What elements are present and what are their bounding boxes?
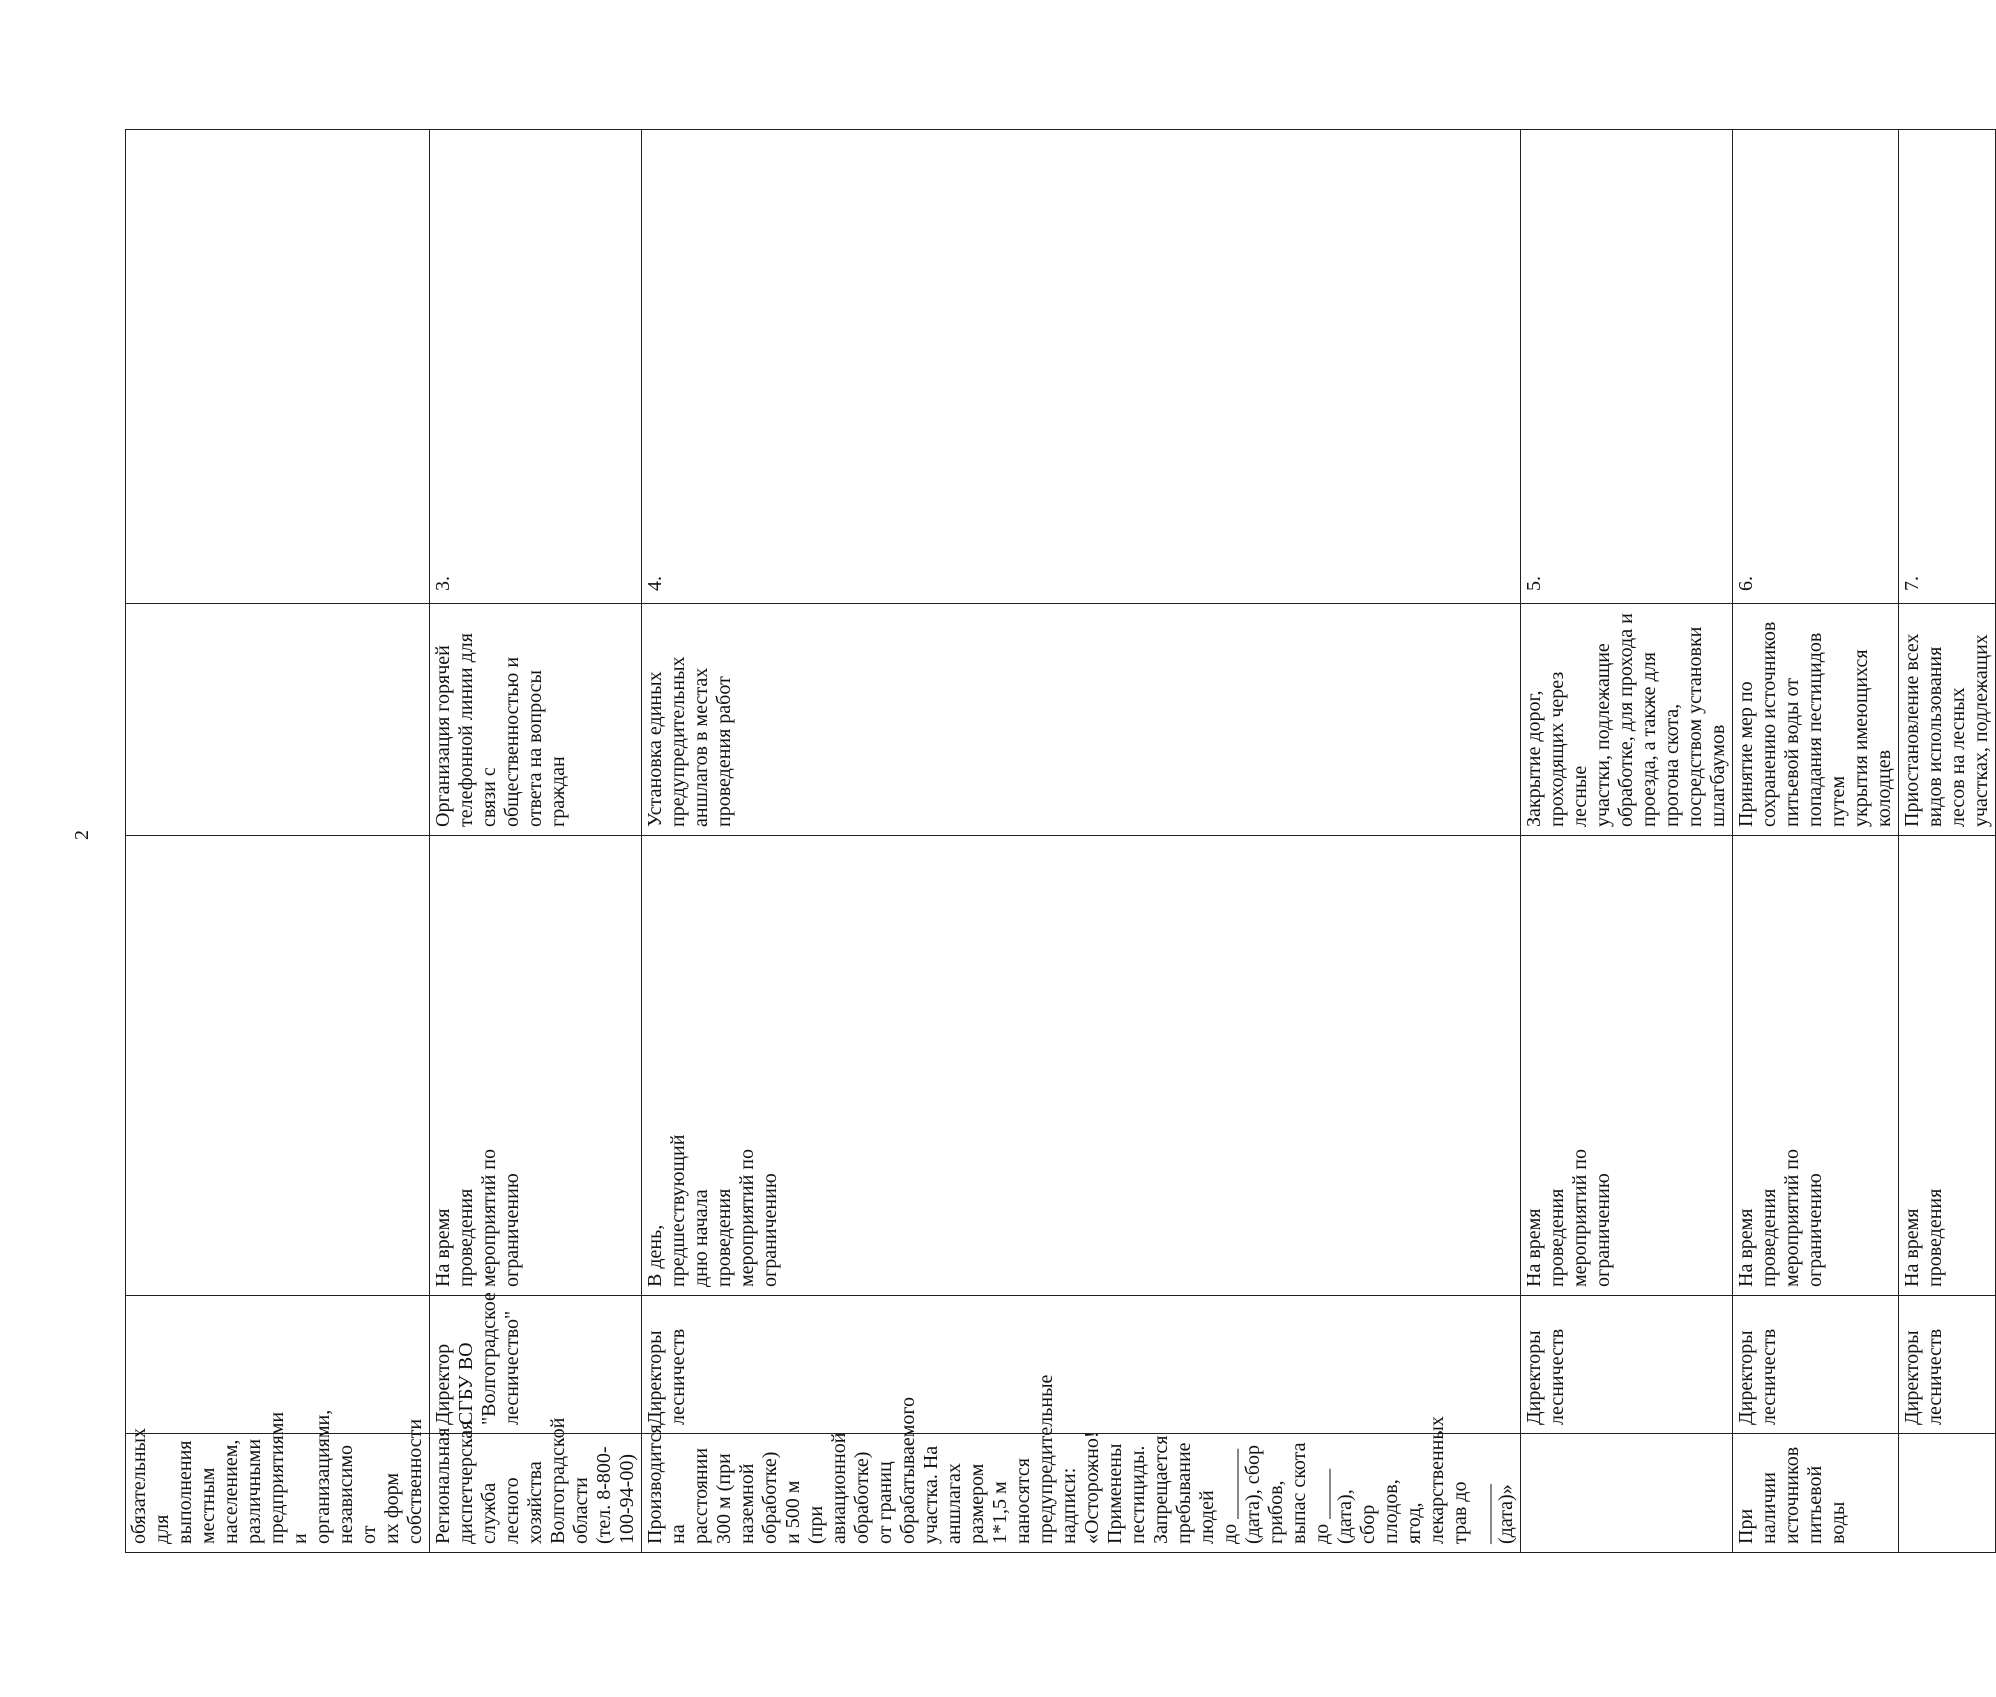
page-number: 2 [71,830,93,840]
action-text: Установка единых предупредительных аншлагов в местах проведения работ [644,656,735,827]
table-cell-number [126,130,430,604]
timing-text: На время проведения [1901,1188,1946,1287]
table-cell-note [1899,1434,1996,1553]
table-cell-number [642,130,1521,604]
action-text: Организация горячей телефонной линии для связи с общественностью и ответа на вопросы граждан [432,633,569,827]
table-cell-number [1521,130,1733,604]
table-cell-number [1899,130,1996,604]
table-row [1521,130,1733,1553]
timing-text: На время проведения мероприятий по ограничению [432,1149,523,1287]
responsible-text: Директор СГБУ ВО "Волгоградское лесничество" [432,1292,523,1425]
table-cell-action [642,604,1521,836]
table-cell-number [1733,130,1899,604]
responsible-text: Директоры лесничеств [1901,1328,1946,1425]
table-cell-timing [430,836,642,1296]
table-cell-note [126,1409,430,1553]
table-cell-timing [126,836,430,1296]
table-cell-action [430,604,642,836]
action-text: Приостановление всех видов использования лесов на лесных участках, подлежащих [1901,633,1992,827]
note-text: обязательных для выполнения местным населением, различными предприятиями и организациями, независимо от их форм собственности [128,1409,426,1544]
table-cell-number [430,130,642,604]
note-text: Производится на расстоянии 300 м (при наземной обработке) и 500 м (при авиационной обработке) от границ обрабатываемого участка. На аншлагах размером 1*1,5 м наносятся предупредительные надписи: «Осторожно! Применены пестициды. Запрещается пребывание людей до _______ (дата), сбор грибов, выпас скота до _____ (дата), сбор плодов, ягод, лекарственных трав до ______ (дата)» [644,1374,1517,1544]
table-cell-timing [1521,836,1733,1296]
note-text: Региональная диспетчерская служба лесного хозяйства Волгоградской области (тел. 8-800-100-94-00) [432,1417,638,1544]
table-cell-note [430,1417,642,1553]
table-cell-responsible [642,1296,1521,1434]
note-text: При наличии источников питьевой воды [1735,1446,1849,1544]
table-cell-responsible [1521,1296,1733,1434]
responsible-text: Директоры лесничеств [1523,1328,1568,1425]
measures-table [125,129,1996,1553]
table-cell-action [1521,604,1733,836]
table-row [430,130,642,1553]
row-number: 4. [644,576,666,591]
timing-text: В день, предшествующий дню начала проведения мероприятий по ограничению [644,1134,781,1287]
responsible-text: Директоры лесничеств [1735,1328,1780,1425]
action-text: Закрытие дорог, проходящих через лесные участки, подлежащие обработке, для прохода и проезда, а также для прогона скота, посредством установки шлагбаумов [1523,613,1729,827]
table-cell-responsible [430,1292,642,1434]
table-row [126,130,430,1553]
table-cell-timing [1733,836,1899,1296]
responsible-text: Директоры лесничеств [644,1328,689,1425]
table-cell-note [1521,1434,1733,1553]
table-cell-timing [642,836,1521,1296]
timing-text: На время проведения мероприятий по ограничению [1735,1149,1826,1287]
table-row [642,130,1521,1553]
row-number: 7. [1901,576,1923,591]
table-cell-responsible [1899,1296,1996,1434]
table-cell-action [1899,604,1996,836]
table-cell-action [126,604,430,836]
table-cell-note [1733,1434,1899,1553]
table-cell-timing [1899,836,1996,1296]
row-number: 3. [432,576,454,591]
table-cell-action [1733,604,1899,836]
action-text: Принятие мер по сохранению источников питьевой воды от попадания пестицидов путем укрытия имеющихся колодцев [1735,621,1895,827]
table-row [1733,130,1899,1553]
row-number: 5. [1523,576,1545,591]
table-row [1899,130,1996,1553]
table-cell-responsible [1733,1296,1899,1434]
rotated-table-container [125,130,1992,1553]
timing-text: На время проведения мероприятий по ограничению [1523,1149,1614,1287]
row-number: 6. [1735,576,1757,591]
